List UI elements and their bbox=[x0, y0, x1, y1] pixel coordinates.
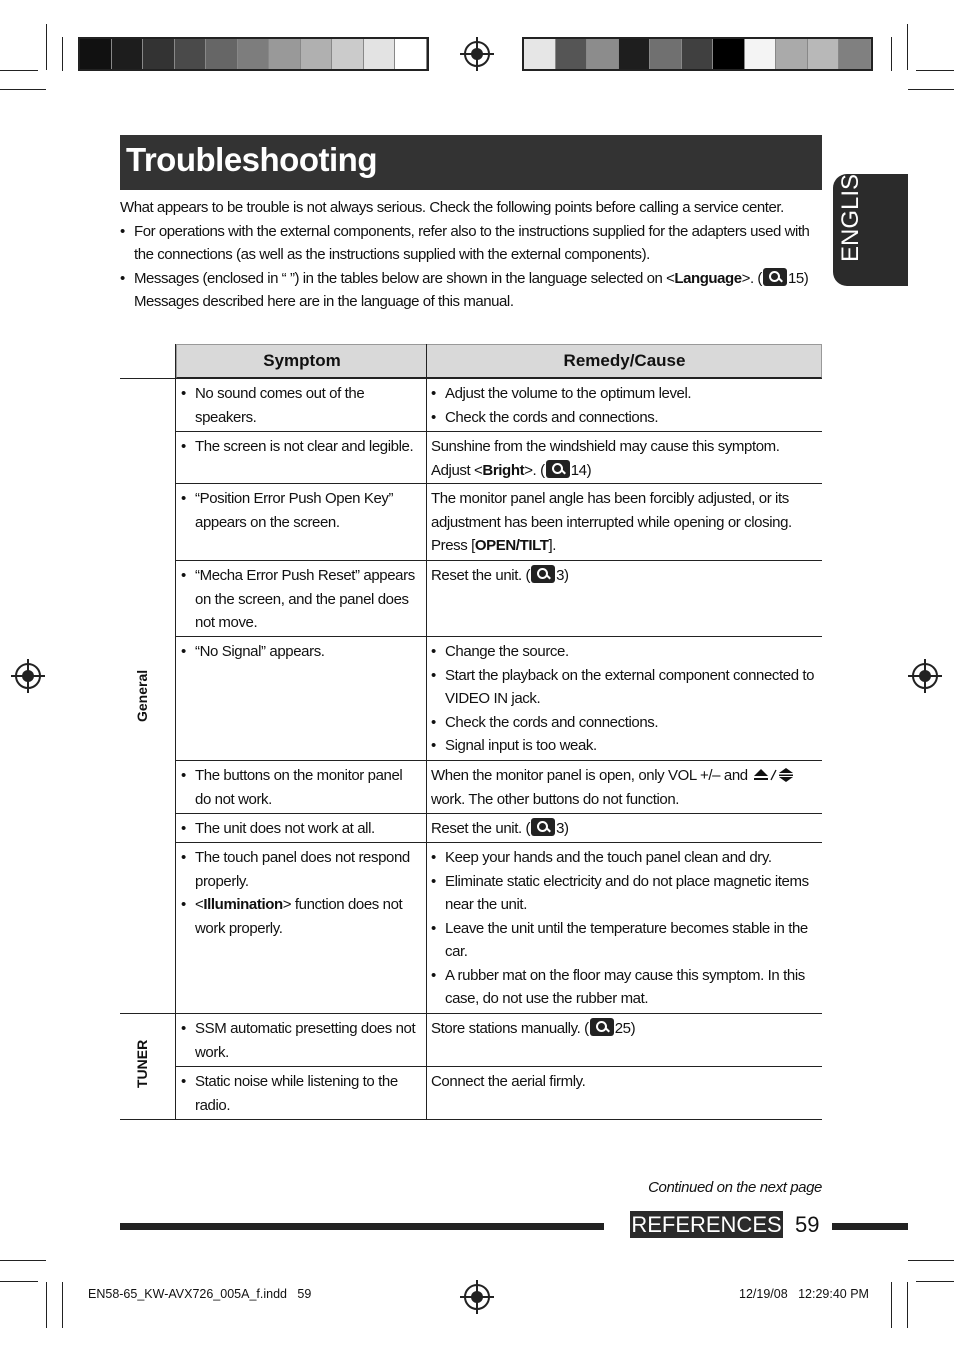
crop-mark bbox=[908, 1260, 954, 1261]
table-row-symptom: • “No Signal” appears. bbox=[181, 643, 325, 660]
crop-mark bbox=[891, 37, 892, 71]
crop-mark bbox=[0, 70, 38, 71]
crop-mark bbox=[46, 1282, 47, 1328]
table-row-remedy: Reset the unit. ( 3) bbox=[431, 820, 569, 837]
footer-rule-left bbox=[120, 1223, 604, 1230]
table-row-remedy: • Keep your hands and the touch panel clean and dry. • Eliminate static electricity and do not place magnetic items near the unit. • Leave the unit until the temperature becomes stable in the car. • A rubber mat on the floor may cause this symptom. In this case, do not use the rubber mat. bbox=[431, 849, 809, 1007]
troubleshooting-table bbox=[120, 344, 822, 1120]
table-row-remedy: • Adjust the volume to the optimum level. • Check the cords and connections. bbox=[431, 385, 692, 426]
table-row-remedy: • Change the source. • Start the playback on the external component connected to VIDEO IN jack. • Check the cords and connections. • Signal input is too weak. bbox=[431, 643, 815, 754]
color-swatch-strip-right bbox=[522, 37, 873, 71]
crop-mark bbox=[0, 1260, 46, 1261]
crop-mark bbox=[0, 89, 46, 90]
magnifier-reference-icon bbox=[531, 565, 555, 583]
registration-mark-icon bbox=[15, 663, 41, 689]
magnifier-reference-icon bbox=[531, 818, 555, 836]
page-title-bar bbox=[120, 135, 822, 190]
table-row-symptom: • No sound comes out of the speakers. bbox=[181, 385, 365, 426]
language-tab bbox=[833, 156, 908, 286]
footer-rule-right bbox=[832, 1223, 908, 1230]
table-header bbox=[176, 344, 822, 378]
header-symptom: Symptom bbox=[263, 351, 341, 370]
table-row-symptom: • “Position Error Push Open Key” appears on the screen. bbox=[181, 490, 394, 531]
intro-text bbox=[120, 196, 822, 314]
magnifier-reference-icon bbox=[546, 460, 570, 478]
table-row-remedy: Sunshine from the windshield may cause this symptom. Adjust <Bright>. ( 14) bbox=[431, 438, 780, 479]
crop-mark bbox=[908, 89, 954, 90]
magnifier-reference-icon bbox=[763, 268, 787, 286]
crop-mark bbox=[62, 37, 63, 71]
intro-lead: What appears to be trouble is not always serious. Check the following points before calling a service center. bbox=[120, 199, 784, 216]
footer-timestamp: 12/19/08 12:29:40 PM bbox=[739, 1287, 869, 1301]
intro-bullet-1: • For operations with the external components, refer also to the instructions supplied for the adapters used with the connections (as well as the instructions supplied with the external components). bbox=[120, 222, 810, 263]
table-row-symptom: • SSM automatic presetting does not work. bbox=[181, 1020, 416, 1061]
page-number: 59 bbox=[795, 1212, 820, 1237]
registration-mark-icon bbox=[464, 1284, 490, 1310]
category-tuner: TUNER bbox=[134, 1039, 150, 1088]
table-row-remedy: The monitor panel angle has been forcibly adjusted, or its adjustment has been interrupted while opening or closing. Press [OPEN/TILT]. bbox=[431, 490, 792, 554]
footer-filename: EN58-65_KW-AVX726_005A_f.indd 59 bbox=[88, 1287, 312, 1301]
table-row-symptom: • “Mecha Error Push Reset” appears on the screen, and the panel does not move. bbox=[181, 567, 415, 631]
intro-bullet-2: • Messages (enclosed in “ ”) in the tables below are shown in the language selected on <Language>. ( 15) Messages described here are in the language of this manual. bbox=[120, 269, 809, 310]
continued-note: Continued on the next page bbox=[648, 1179, 822, 1196]
crop-mark bbox=[907, 24, 908, 70]
table-row-remedy: Reset the unit. ( 3) bbox=[431, 567, 569, 584]
registration-mark-icon bbox=[912, 663, 938, 689]
crop-mark bbox=[891, 1282, 892, 1328]
table-row-symptom: • The buttons on the monitor panel do not work. bbox=[181, 767, 403, 808]
crop-mark bbox=[46, 24, 47, 70]
section-label: REFERENCES bbox=[631, 1212, 782, 1237]
crop-mark bbox=[0, 1281, 38, 1282]
crop-mark bbox=[907, 1282, 908, 1328]
eject-icon bbox=[752, 768, 798, 782]
page-title: Troubleshooting bbox=[126, 141, 377, 178]
table-row-remedy: Connect the aerial firmly. bbox=[431, 1073, 586, 1090]
magnifier-reference-icon bbox=[590, 1018, 614, 1036]
crop-mark bbox=[916, 1281, 954, 1282]
table-row-symptom: • Static noise while listening to the radio. bbox=[181, 1073, 398, 1114]
category-general: General bbox=[134, 669, 150, 722]
color-swatch-strip-left bbox=[78, 37, 429, 71]
table-row-symptom: • The screen is not clear and legible. bbox=[181, 438, 414, 455]
table-row-symptom: • The unit does not work at all. bbox=[181, 820, 375, 837]
crop-mark bbox=[62, 1282, 63, 1328]
header-remedy: Remedy/Cause bbox=[563, 351, 686, 370]
table-row-remedy: Store stations manually. ( 25) bbox=[431, 1020, 636, 1037]
language-tab-label: ENGLISH bbox=[837, 156, 864, 262]
registration-mark-icon bbox=[464, 41, 490, 67]
crop-mark bbox=[916, 70, 954, 71]
table-row-remedy: When the monitor panel is open, only VOL +/– and work. The other buttons do not function. bbox=[431, 764, 817, 811]
table-row-symptom: • The touch panel does not respond properly. • <Illumination> function does not work properly. bbox=[181, 849, 410, 937]
